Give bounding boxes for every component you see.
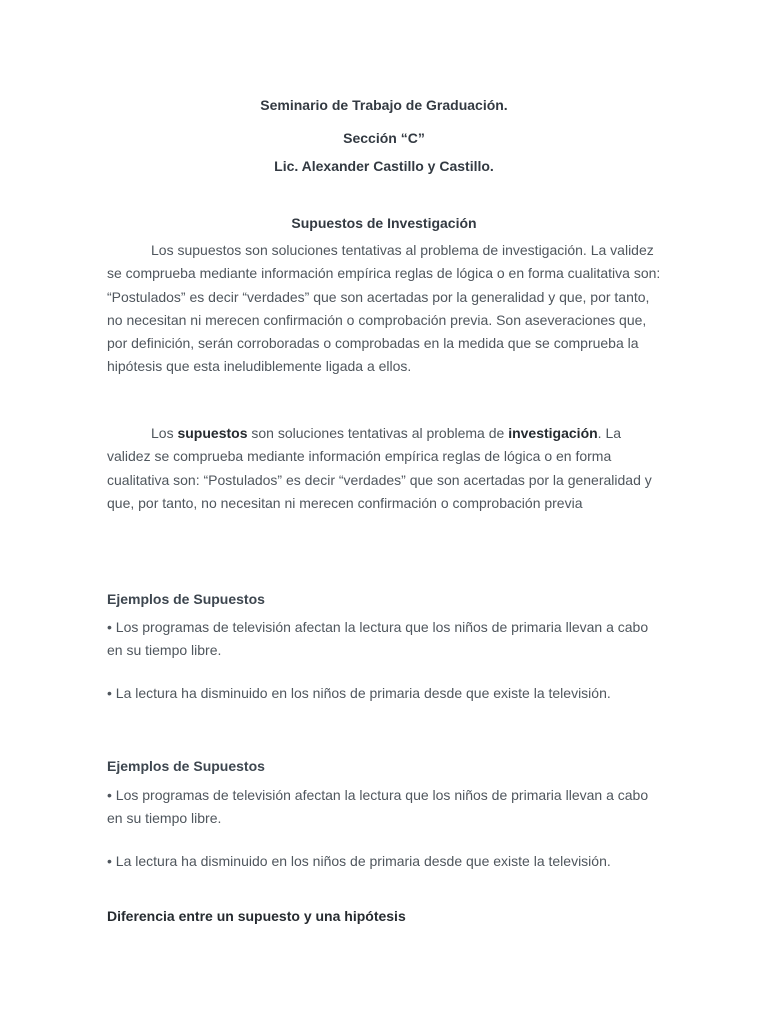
header-instructor: Lic. Alexander Castillo y Castillo. <box>274 158 494 174</box>
paragraph-2-bold-investigacion: investigación <box>508 425 598 441</box>
bullet-item: • Los programas de televisión afectan la lectura que los niños de primaria llevan a cabo en su tiempo libre. <box>107 619 649 659</box>
header-seminar: Seminario de Trabajo de Graduación. <box>260 97 508 113</box>
paragraph-2 <box>107 422 667 515</box>
paragraph-1-text: Los supuestos son soluciones tentativas al problema de investigación. La validez se comprueba mediante información empírica reglas de lógica o en forma cualitativa son: “Postulados” es decir “verdades” que son acertadas por la generalidad y que, por tanto, no necesitan ni merecen confirmación o comprobación previa. Son aseveraciones que, por definición, serán corroboradas o comprobadas en la medida que se comprueba la hipótesis que esta ineludiblemente ligada a ellos. <box>107 242 661 375</box>
paragraph-2-bold-supuestos: supuestos <box>177 425 248 441</box>
paragraph-2-text-a: Los <box>151 425 178 441</box>
bullet-item: • Los programas de televisión afectan la lectura que los niños de primaria llevan a cabo en su tiempo libre. <box>107 787 649 827</box>
header-section: Sección “C” <box>343 130 425 146</box>
document-title: Supuestos de Investigación <box>291 215 477 231</box>
paragraph-1 <box>107 239 667 379</box>
paragraph-2-text-b: son soluciones tentativas al problema de <box>247 425 509 441</box>
section-heading-examples-1: Ejemplos de Supuestos <box>107 591 265 607</box>
bullet-item: • La lectura ha disminuido en los niños de primaria desde que existe la televisión. <box>107 685 611 701</box>
bullet-item: • La lectura ha disminuido en los niños de primaria desde que existe la televisión. <box>107 853 611 869</box>
section-heading-difference: Diferencia entre un supuesto y una hipótesis <box>107 908 406 924</box>
section-heading-examples-2: Ejemplos de Supuestos <box>107 758 265 774</box>
paragraph-2-text-c: . La validez se comprueba mediante información empírica reglas de lógica o en forma cualitativa son: “Postulados” es decir “verdades” que son acertadas por la generalidad y que, por tanto, no necesitan ni merecen confirmación o comprobación previa <box>107 425 652 511</box>
